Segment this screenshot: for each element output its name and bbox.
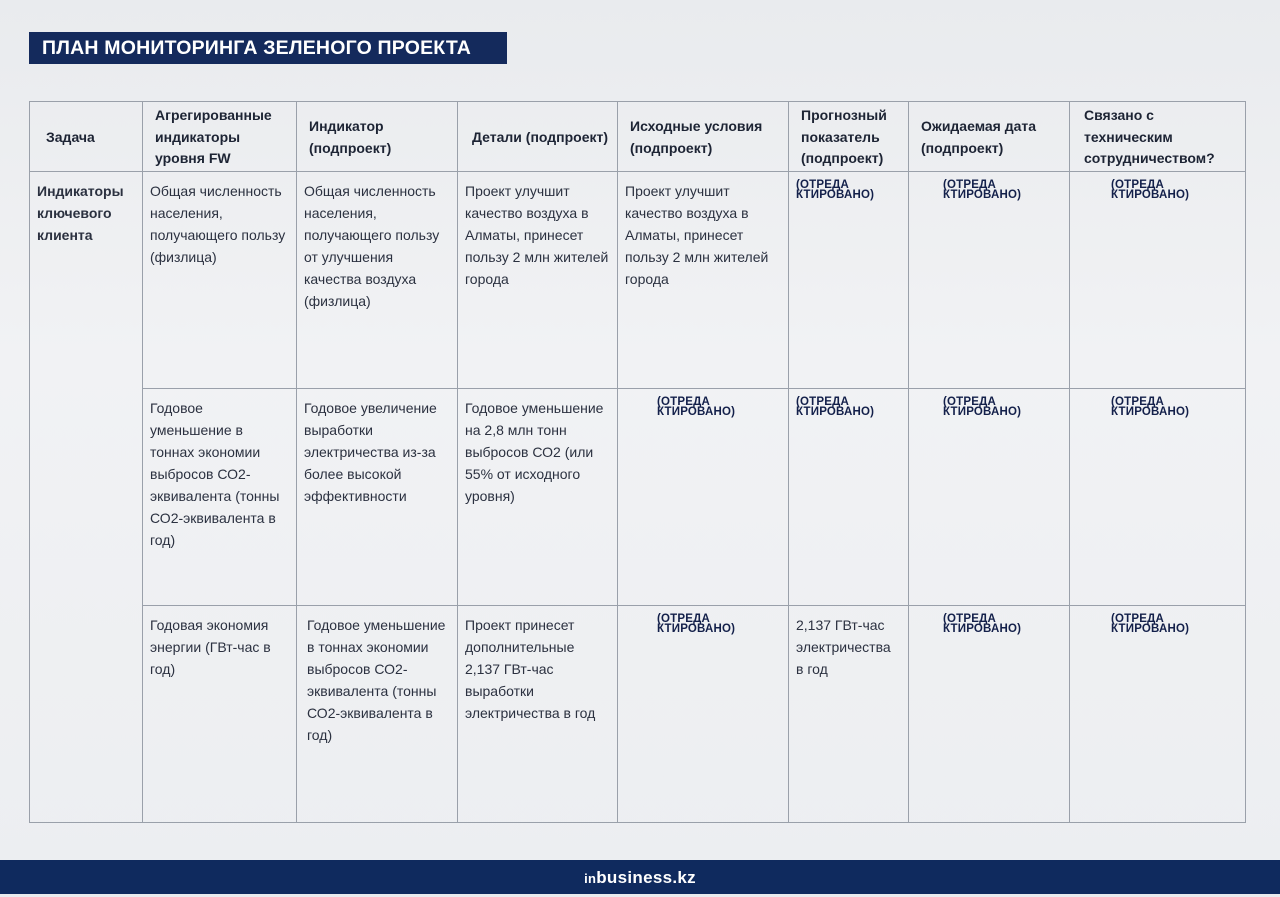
redacted-text: (ОТРЕДА КТИРОВАНО) [1111,396,1190,418]
header-technical-cooperation: Связано с техническим сотрудничеством? [1070,102,1246,172]
redacted-text: (ОТРЕДА КТИРОВАНО) [1111,179,1190,201]
redacted-text: (ОТРЕДА КТИРОВАНО) [657,396,736,418]
header-baseline: Исходные условия (подпроект) [618,102,789,172]
details-cell: Проект улучшит качество воздуха в Алматы, принесет пользу 2 млн жителей города [458,172,618,389]
technical-cooperation-cell [1070,172,1246,389]
baseline-cell: Проект улучшит качество воздуха в Алматы, принесет пользу 2 млн жителей города [618,172,789,389]
table-header-row [30,102,1246,172]
page-title: ПЛАН МОНИТОРИНГА ЗЕЛЕНОГО ПРОЕКТА [29,32,507,64]
aggregated-cell: Общая численность населения, получающего пользу (физлица) [143,172,297,389]
indicator-cell: Годовое увеличение выработки электричества из-за более высокой эффективности [297,389,458,606]
brand-logo: inbusiness.kz [584,868,696,887]
indicator-cell: Годовое уменьшение в тоннах экономии выбросов СО2-эквивалента (тонны СО2-эквивалента в год) [297,606,458,823]
aggregated-cell: Годовая экономия энергии (ГВт-час в год) [143,606,297,823]
aggregated-cell: Годовое уменьшение в тоннах экономии выбросов СО2-эквивалента (тонны СО2-эквивалента в год) [143,389,297,606]
header-details: Детали (подпроект) [458,102,618,172]
redacted-text: (ОТРЕДА КТИРОВАНО) [1111,613,1190,635]
header-indicator: Индикатор (подпроект) [297,102,458,172]
task-cell: Индикаторы ключевого клиента [30,172,143,823]
redacted-text: (ОТРЕДА КТИРОВАНО) [796,396,875,418]
redacted-text: (ОТРЕДА КТИРОВАНО) [796,179,875,201]
redacted-text: (ОТРЕДА КТИРОВАНО) [943,179,1022,201]
expected-date-cell [909,606,1070,823]
redacted-text: (ОТРЕДА КТИРОВАНО) [943,613,1022,635]
technical-cooperation-cell [1070,389,1246,606]
baseline-cell [618,389,789,606]
forecast-cell [789,389,909,606]
header-aggregated-indicators: Агрегированные индикаторы уровня FW [143,102,297,172]
header-expected-date: Ожидаемая дата (подпроект) [909,102,1070,172]
forecast-cell [789,172,909,389]
baseline-cell [618,606,789,823]
header-forecast: Прогнозный показатель (подпроект) [789,102,909,172]
footer-bar [0,860,1280,894]
table-row [30,172,1246,389]
redacted-text: (ОТРЕДА КТИРОВАНО) [943,396,1022,418]
table-row [30,389,1246,606]
indicator-cell: Общая численность населения, получающего пользу от улучшения качества воздуха (физлица) [297,172,458,389]
details-cell: Проект принесет дополнительные 2,137 ГВт-час выработки электричества в год [458,606,618,823]
expected-date-cell [909,172,1070,389]
technical-cooperation-cell [1070,606,1246,823]
monitoring-plan-table [29,101,1246,823]
forecast-cell: 2,137 ГВт-час электричества в год [789,606,909,823]
details-cell: Годовое уменьшение на 2,8 млн тонн выбросов СО2 (или 55% от исходного уровня) [458,389,618,606]
redacted-text: (ОТРЕДА КТИРОВАНО) [657,613,736,635]
table-row [30,606,1246,823]
header-task: Задача [30,102,143,172]
expected-date-cell [909,389,1070,606]
